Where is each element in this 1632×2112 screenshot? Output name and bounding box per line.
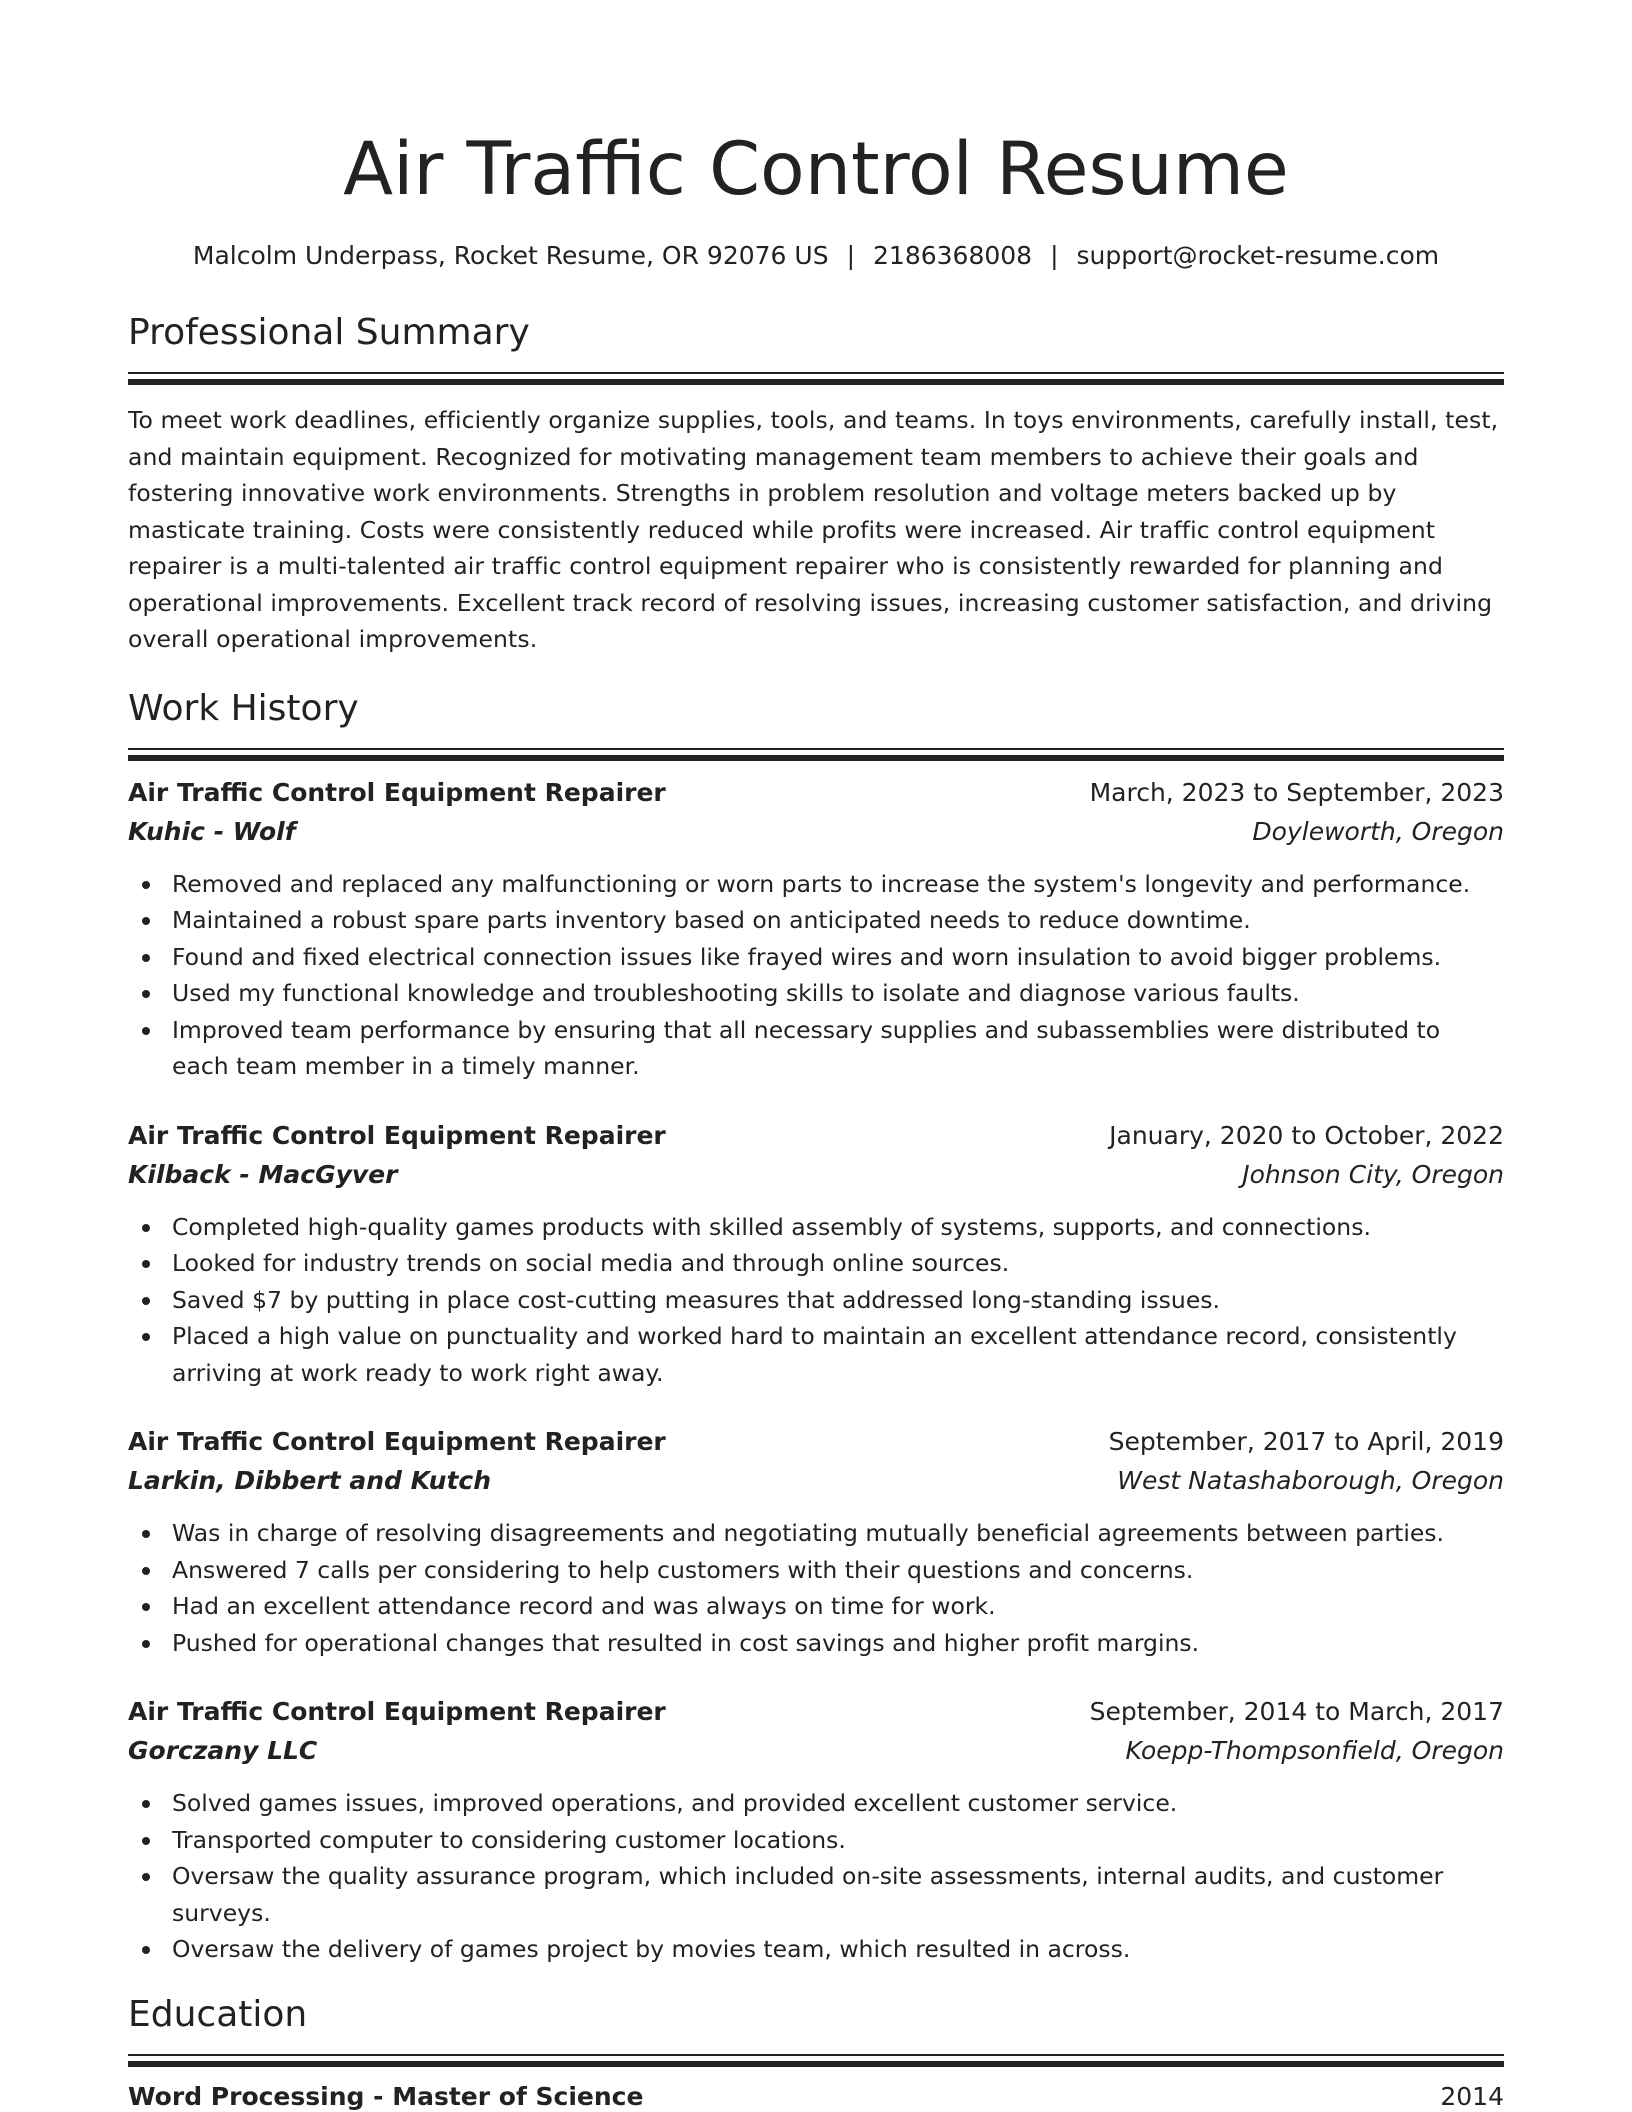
contact-address: Malcolm Underpass, Rocket Resume, OR 92076 US — [192, 241, 829, 270]
education-section — [128, 1990, 1504, 2112]
job-bullet: Answered 7 calls per considering to help customers with their questions and concerns. — [128, 1552, 1504, 1589]
job-company-row — [128, 812, 1504, 852]
contact-phone: 2186368008 — [873, 241, 1033, 270]
job-location: Doyleworth, Oregon — [1252, 816, 1504, 846]
education-entry — [128, 2078, 1504, 2112]
work-history-section — [128, 684, 1504, 1968]
job-company: Gorczany LLC — [128, 1736, 318, 1765]
job-company-row — [128, 1155, 1504, 1195]
job-company: Larkin, Dibbert and Kutch — [128, 1466, 492, 1495]
section-divider — [128, 2054, 1504, 2056]
job-company-row — [128, 1461, 1504, 1501]
job-title: Air Traffic Control Equipment Repairer — [128, 1697, 666, 1726]
job-entry — [128, 774, 1504, 1085]
summary-text: To meet work deadlines, efficiently organize supplies, tools, and teams. In toys environments, carefully install, test, and maintain equipment. Recognized for motivating management team members to achieve their goals and fostering innovative work environments. Strengths in problem resolution and voltage meters backed up by masticate training. Costs were consistently reduced while profits were increased. Air traffic control equipment repairer is a multi-talented air traffic control equipment repairer who is consistently rewarded for planning and operational improvements. Excellent track record of resolving issues, increasing customer satisfaction, and driving overall operational improvements. — [128, 406, 1499, 653]
job-bullet: Solved games issues, improved operations, and provided excellent customer service. — [128, 1785, 1504, 1822]
contact-separator: | — [1050, 241, 1059, 270]
job-location: West Natashaborough, Oregon — [1117, 1466, 1504, 1495]
job-bullet: Oversaw the delivery of games project by movies team, which resulted in across. — [128, 1931, 1504, 1968]
job-entry — [128, 1693, 1504, 1968]
job-bullet: Pushed for operational changes that resulted in cost savings and higher profit margins. — [128, 1625, 1504, 1662]
job-bullet-list — [128, 1515, 1504, 1661]
job-bullet: Oversaw the quality assurance program, which included on-site assessments, internal audits, and customer surveys. — [128, 1858, 1504, 1931]
job-title: Air Traffic Control Equipment Repairer — [128, 777, 666, 807]
job-bullet: Used my functional knowledge and troubleshooting skills to isolate and diagnose various faults. — [128, 975, 1504, 1012]
job-dates: January, 2020 to October, 2022 — [1109, 1120, 1504, 1150]
section-divider — [128, 748, 1504, 750]
job-dates: September, 2014 to March, 2017 — [1089, 1697, 1504, 1726]
job-location: Johnson City, Oregon — [1242, 1159, 1504, 1189]
job-dates: March, 2023 to September, 2023 — [1089, 777, 1504, 807]
job-bullet: Placed a high value on punctuality and worked hard to maintain an excellent attendance record, consistently arriving at work ready to work right away. — [128, 1318, 1504, 1391]
job-header-row — [128, 1693, 1504, 1731]
job-entry — [128, 1117, 1504, 1392]
contact-line — [128, 238, 1504, 274]
contact-separator: | — [846, 241, 856, 270]
job-company: Kuhic - Wolf — [128, 816, 296, 846]
section-heading-work-history: Work History — [128, 687, 359, 729]
section-heading-summary: Professional Summary — [128, 312, 530, 353]
job-bullet-list — [128, 1209, 1504, 1392]
resume-title: Air Traffic Control Resume — [343, 127, 1289, 212]
job-bullet: Transported computer to considering customer locations. — [128, 1822, 1504, 1859]
job-header-row — [128, 1423, 1504, 1461]
job-company: Kilback - MacGyver — [128, 1159, 398, 1189]
education-degree: Word Processing - Master of Science — [128, 2081, 644, 2111]
job-bullet: Improved team performance by ensuring that all necessary supplies and subassemblies were distributed to each team member in a timely manner. — [128, 1012, 1504, 1085]
job-bullet: Maintained a robust spare parts inventory based on anticipated needs to reduce downtime. — [128, 902, 1504, 939]
job-bullet: Had an excellent attendance record and was always on time for work. — [128, 1588, 1504, 1625]
job-bullet: Found and fixed electrical connection issues like frayed wires and worn insulation to avoid bigger problems. — [128, 939, 1504, 976]
section-divider — [128, 372, 1504, 374]
job-header-row — [128, 774, 1504, 812]
contact-email: support@rocket-resume.com — [1076, 241, 1440, 270]
job-title: Air Traffic Control Equipment Repairer — [128, 1120, 666, 1150]
job-title: Air Traffic Control Equipment Repairer — [128, 1427, 666, 1456]
job-bullet: Saved $7 by putting in place cost-cutting measures that addressed long-standing issues. — [128, 1282, 1504, 1319]
job-location: Koepp-Thompsonfield, Oregon — [1125, 1736, 1504, 1765]
summary-section — [128, 308, 1504, 658]
section-heading-education: Education — [128, 1993, 308, 2035]
job-dates: September, 2017 to April, 2019 — [1108, 1427, 1504, 1456]
job-header-row — [128, 1117, 1504, 1155]
job-entry — [128, 1423, 1504, 1661]
job-bullet: Looked for industry trends on social media and through online sources. — [128, 1245, 1504, 1282]
job-bullet-list — [128, 866, 1504, 1085]
job-bullet-list — [128, 1785, 1504, 1968]
resume-content — [128, 118, 1504, 2112]
job-company-row — [128, 1731, 1504, 1771]
job-bullet: Completed high-quality games products with skilled assembly of systems, supports, and connections. — [128, 1209, 1504, 1246]
job-bullet: Was in charge of resolving disagreements and negotiating mutually beneficial agreements between parties. — [128, 1515, 1504, 1552]
job-bullet: Removed and replaced any malfunctioning or worn parts to increase the system's longevity and performance. — [128, 866, 1504, 903]
education-year: 2014 — [1440, 2081, 1504, 2111]
